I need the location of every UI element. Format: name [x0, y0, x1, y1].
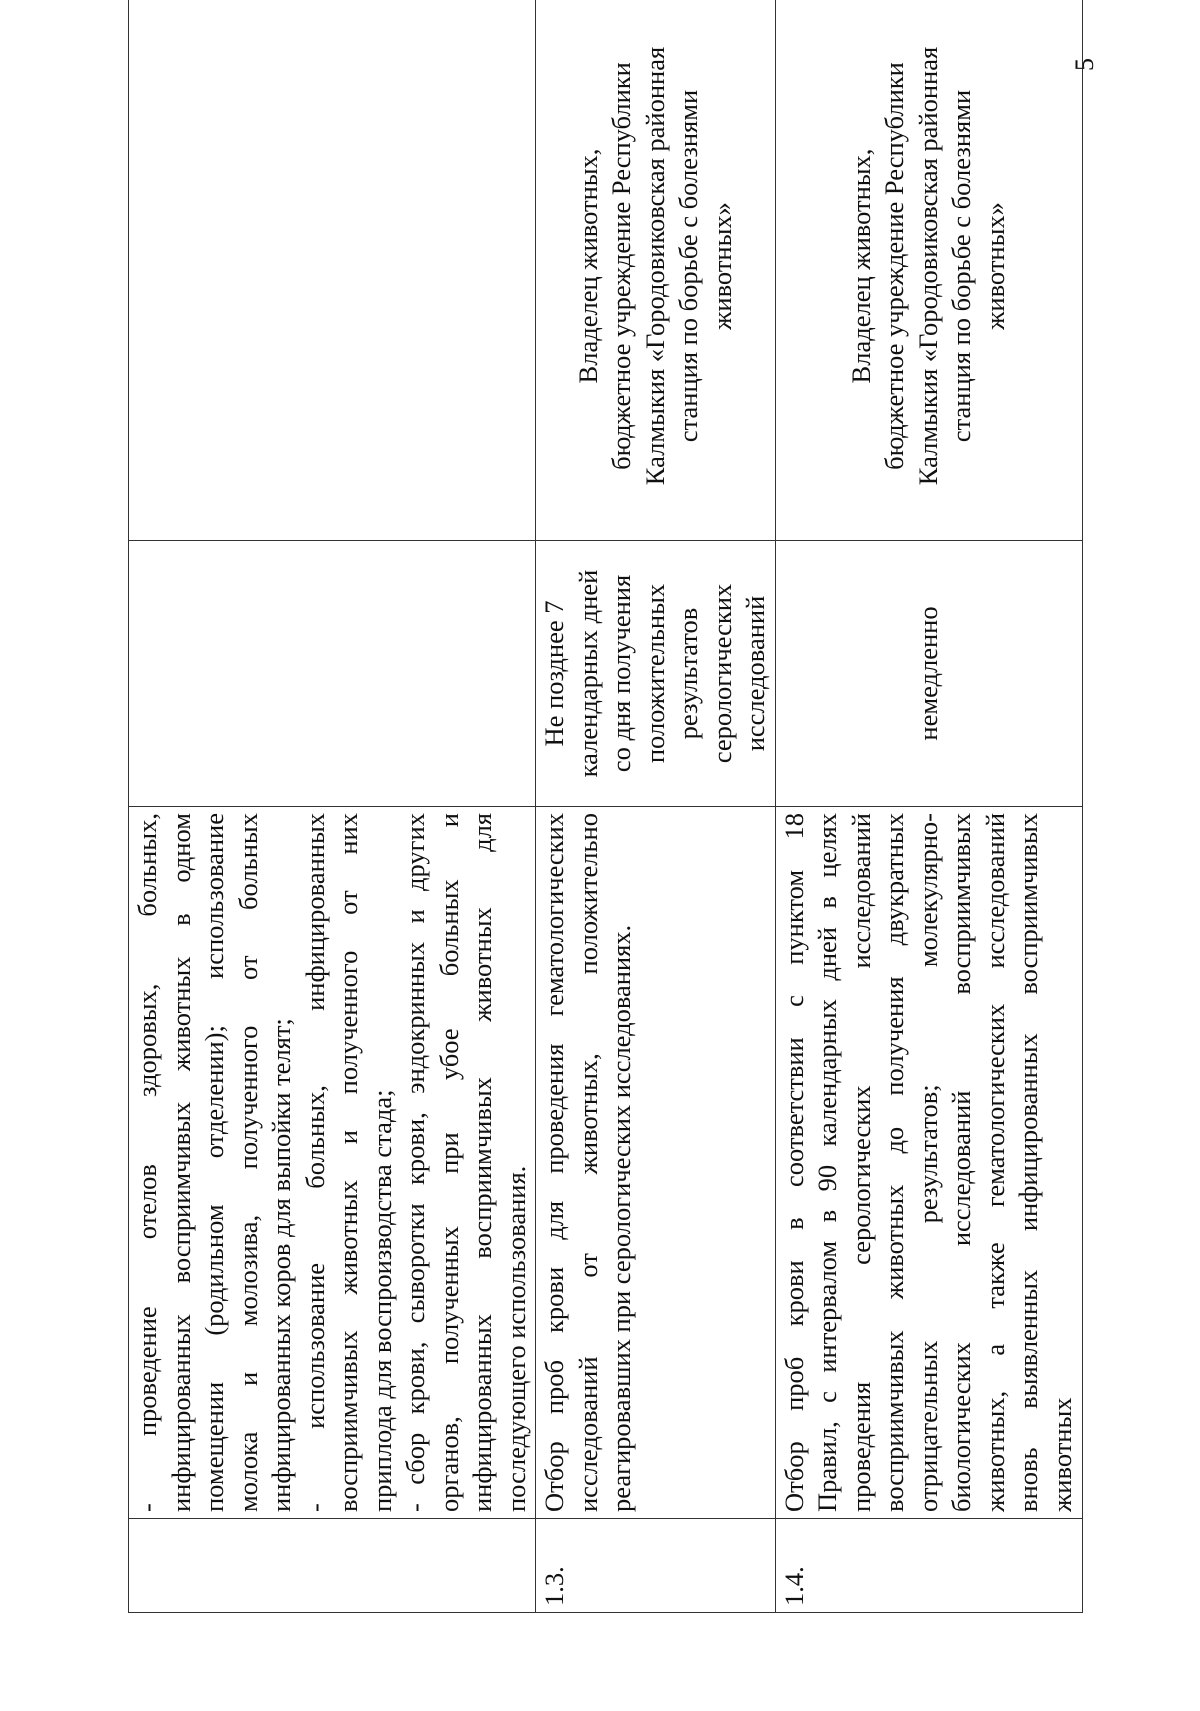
measures-table [128, 0, 1083, 1613]
text-line: животных, а также гематологических исследований [979, 813, 1010, 1512]
text-line: Калмыкия «Городовиковская районная [912, 46, 943, 486]
measure-description [536, 807, 776, 1519]
text-line: животных» [979, 202, 1010, 330]
text-line: восприимчивых животных до получения двукратных [879, 813, 909, 1512]
text-line: - проведение отелов здоровых, больных, [132, 813, 162, 1512]
text-line: вновь выявленных инфицированных восприимчивых [1013, 813, 1043, 1512]
text-line: животных» [706, 202, 737, 330]
text-line: Калмыкия «Городовиковская районная [639, 46, 670, 486]
text-line: отрицательных результатов; молекулярно- [912, 813, 943, 1512]
text-line: Отбор проб крови для проведения гематологических [539, 813, 569, 1512]
text-line: последующего использования. [500, 1165, 531, 1512]
text-line: восприимчивых животных и полученного от них [333, 813, 363, 1512]
table-row [536, 0, 776, 1613]
item-number [129, 1519, 536, 1613]
item-number [775, 1519, 1082, 1613]
text-line: Владелец животных, [572, 148, 603, 384]
text-line: Владелец животных, [845, 148, 876, 384]
text-line: органов, полученных при убое больных и [433, 813, 464, 1512]
text-line: результатов [673, 607, 703, 740]
table-row [129, 0, 536, 1613]
text-line: календарных дней [572, 569, 603, 778]
text-line: инфицированных восприимчивых животных в одном [165, 813, 196, 1512]
text-line: положительных [639, 583, 670, 764]
text-line: приплода для воспроизводства стада; [366, 1089, 397, 1512]
text-line: Отбор проб крови в соответствии с пунктом 18 [778, 813, 809, 1512]
responsible [129, 0, 536, 541]
text-line: бюджетное учреждение Республики [879, 62, 910, 470]
measure-description [775, 807, 1082, 1519]
text-line: помещении (родильном отделении); использование [199, 813, 229, 1512]
text-line: молока и молозива, полученного от больных [232, 813, 263, 1512]
text-line: проведения серологических исследований [845, 813, 876, 1512]
text-line: серологических [706, 583, 737, 764]
item-number [536, 1519, 776, 1613]
text-line: биологических исследований восприимчивых [946, 813, 976, 1512]
text-line: животных [1046, 1397, 1077, 1512]
responsible [536, 0, 776, 541]
text-line: Не позднее 7 [539, 600, 569, 747]
text-line: исследований [740, 595, 770, 752]
text-line: немедленно [912, 606, 943, 741]
text-line: инфицированных восприимчивых животных для [467, 813, 497, 1512]
text-line: со дня получения [606, 574, 636, 773]
table-row [775, 0, 1082, 1613]
text-line: 1.3. [539, 1566, 569, 1606]
text-line: реагировавших при серологических исследованиях. [606, 924, 636, 1512]
deadline [129, 541, 536, 807]
text-line: исследований от животных, положительно [572, 813, 603, 1512]
deadline [536, 541, 776, 807]
text-line: станция по борьбе с болезнями [946, 89, 977, 443]
text-line: бюджетное учреждение Республики [606, 62, 636, 470]
deadline [775, 541, 1082, 807]
text-line: - сбор крови, сыворотки крови, эндокринных и других [400, 813, 430, 1512]
page-number: 5 [1070, 58, 1099, 71]
text-line: станция по борьбе с болезнями [673, 89, 703, 443]
text-line: Правил, с интервалом в 90 календарных дней в целях [812, 813, 842, 1512]
text-line: - использование больных, инфицированных [299, 813, 330, 1512]
responsible [775, 0, 1082, 541]
text-line: инфицированных коров для выпойки телят; [266, 1018, 296, 1512]
text-line: 1.4. [778, 1566, 809, 1606]
measure-description [129, 807, 536, 1519]
